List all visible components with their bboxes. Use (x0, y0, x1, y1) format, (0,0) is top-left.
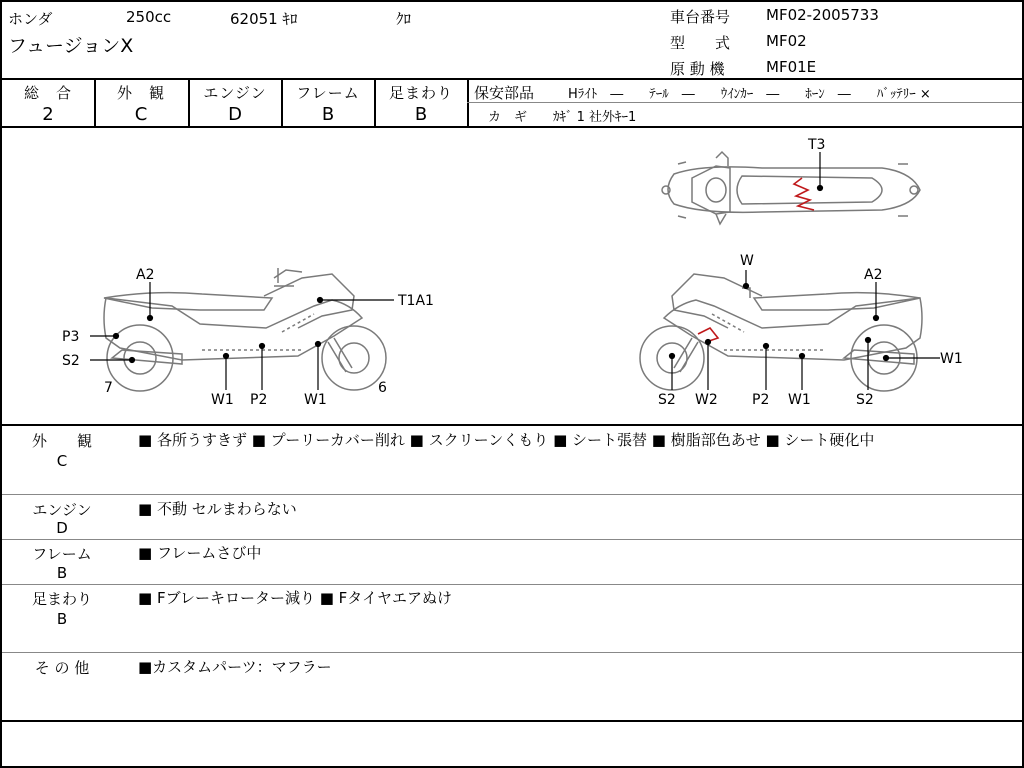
section-frame-grade: B (56, 564, 68, 582)
divider (2, 539, 1022, 540)
section-suspension-grade: B (56, 610, 68, 628)
section-engine-heading: エンジン (32, 501, 92, 519)
label-right-p2: P2 (752, 392, 770, 408)
section-exterior-grade: C (56, 452, 68, 470)
grade-overall-value: 2 (42, 104, 54, 125)
right-view-markers (670, 270, 941, 390)
grade-suspension-value: B (414, 104, 428, 125)
section-frame-heading: フレーム (32, 545, 92, 563)
section-exterior-heading: 外 観 (31, 432, 92, 450)
section-other-notes: ■カスタムパーツ：マフラー (138, 658, 332, 676)
type-value: MF02 (766, 32, 807, 50)
label-right-a2: A2 (864, 267, 883, 283)
keys-status: カ ギ ｶｷﾞ 1 社外ｷｰ1 (488, 110, 637, 125)
label-left-6: 6 (378, 380, 387, 396)
engine-model-value: MF01E (766, 58, 817, 76)
label-left-t1a1: T1A1 (398, 293, 434, 309)
section-exterior-notes: ■ 各所うすきず ■ プーリーカバー削れ ■ スクリーンくもり ■ シート張替 ■ 樹脂部色あせ ■ シート硬化中 (138, 431, 875, 449)
grade-frame-label: フレーム (296, 84, 360, 102)
label-right-w1: W1 (788, 392, 811, 408)
label-right-s2b: S2 (856, 392, 874, 408)
grade-frame-value: B (321, 104, 335, 125)
label-left-p3: P3 (62, 329, 80, 345)
label-right-w: W (740, 253, 754, 269)
divider (2, 494, 1022, 495)
divider (2, 584, 1022, 585)
model-name: フュージョンX (8, 35, 134, 57)
color: ｸﾛ (396, 10, 412, 28)
grade-engine-value: D (228, 104, 242, 125)
damage-diagram (2, 128, 1022, 424)
label-right-s2a: S2 (658, 392, 676, 408)
divider (2, 424, 1022, 426)
divider (2, 78, 1022, 80)
frame-number-value: MF02-2005733 (766, 6, 879, 24)
label-left-w1b: W1 (304, 392, 327, 408)
section-engine-grade: D (56, 519, 68, 537)
label-left-s2: S2 (62, 353, 80, 369)
top-view-markers (818, 152, 823, 191)
divider (2, 720, 1022, 722)
label-right-w2: W2 (695, 392, 718, 408)
divider (467, 102, 1022, 103)
grade-engine-label: エンジン (203, 84, 267, 102)
frame-number-label: 車台番号 (670, 8, 731, 26)
grade-suspension-label: 足まわり (388, 84, 453, 102)
label-left-p2: P2 (250, 392, 268, 408)
label-left-7: 7 (104, 380, 113, 396)
safety-parts-label: 保安部品 (474, 84, 535, 102)
label-left-w1a: W1 (211, 392, 234, 408)
label-right-w1r: W1 (940, 351, 963, 367)
right-side-view (640, 274, 922, 391)
engine-model-label: 原 動 機 (670, 60, 725, 78)
divider (2, 652, 1022, 653)
type-label: 型 式 (670, 34, 731, 52)
maker: ホンダ (8, 10, 53, 28)
label-left-a2: A2 (136, 267, 155, 283)
left-side-view (104, 268, 386, 391)
section-other-heading: そ の 他 (34, 659, 90, 677)
safety-parts-status: Hﾗｲﾄ ― ﾃｰﾙ ― ｳｲﾝｶｰ ― ﾎｰﾝ ― ﾊﾞｯﾃﾘｰ × (568, 87, 931, 102)
displacement: 250cc (126, 8, 172, 26)
section-suspension-notes: ■ Fブレーキローター減り ■ Fタイヤエアぬけ (138, 589, 453, 607)
section-engine-notes: ■ 不動 セルまわらない (138, 500, 297, 518)
grade-exterior-value: C (134, 104, 148, 125)
section-frame-notes: ■ フレームさび中 (138, 544, 262, 562)
mileage: 62051 ｷﾛ (230, 10, 298, 28)
section-suspension-heading: 足まわり (31, 590, 92, 608)
grade-exterior-label: 外 観 (116, 84, 165, 102)
damage-mark (794, 178, 814, 210)
label-top-t3: T3 (808, 137, 826, 153)
grade-overall-label: 総 合 (23, 84, 72, 102)
front-wheel (322, 326, 386, 390)
top-view (662, 152, 920, 224)
